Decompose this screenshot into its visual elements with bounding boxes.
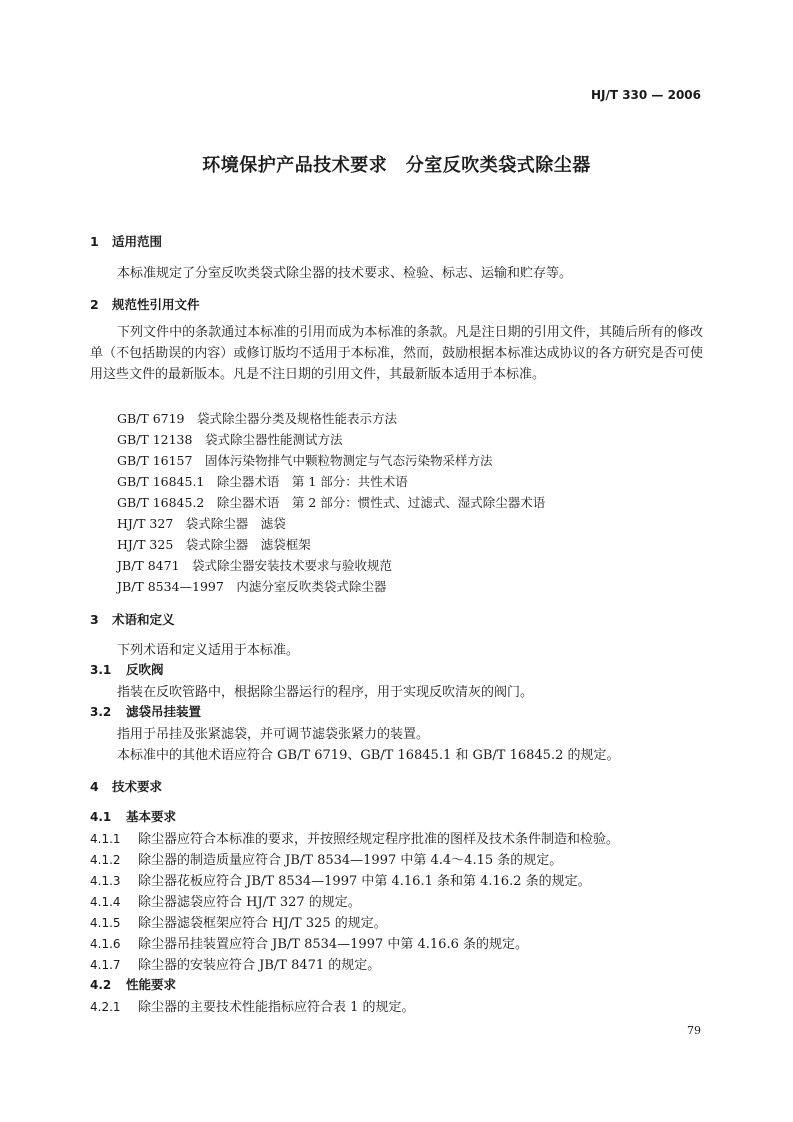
reference-item: HJ/T 327 袋式除尘器 滤袋 <box>117 516 286 531</box>
section-title: 术语和定义 <box>112 612 175 627</box>
section-3-heading <box>90 610 175 628</box>
clause-4-1-3 <box>90 870 591 889</box>
clause-text: 除尘器滤袋应符合 HJ/T 327 的规定。 <box>138 895 361 910</box>
term-3-2-definition: 指用于吊挂及张紧滤袋，并可调节滤袋张紧力的装置。 <box>117 727 430 742</box>
clause-4-1-7 <box>90 954 380 973</box>
section-number: 3 <box>90 612 99 627</box>
section-number: 4 <box>90 779 99 794</box>
clause-number: 4.2 <box>90 978 112 992</box>
section-number: 2 <box>90 297 99 312</box>
subsection-4-1-heading <box>90 807 176 825</box>
section-1-heading <box>90 232 162 250</box>
reference-item: HJ/T 325 袋式除尘器 滤袋框架 <box>117 537 311 552</box>
clause-number: 3.1 <box>90 663 112 677</box>
clause-number: 4.1.1 <box>90 832 121 846</box>
clause-number: 4.1.7 <box>90 958 121 972</box>
subsection-title: 基本要求 <box>126 809 177 824</box>
clause-4-1-4 <box>90 891 361 910</box>
clause-text: 除尘器的制造质量应符合 JB/T 8534—1997 中第 4.4～4.15 条的规定。 <box>138 853 563 868</box>
section-1-text: 本标准规定了分室反吹类袋式除尘器的技术要求、检验、标志、运输和贮存等。 <box>117 266 573 281</box>
clause-number: 3.2 <box>90 705 112 719</box>
subsection-4-2-heading <box>90 975 176 993</box>
clause-4-2-1 <box>90 996 415 1015</box>
clause-4-1-2 <box>90 849 562 868</box>
section-title: 技术要求 <box>112 779 163 794</box>
reference-item: GB/T 12138 袋式除尘器性能测试方法 <box>117 432 343 447</box>
clause-4-1-6 <box>90 933 528 952</box>
clause-number: 4.1.5 <box>90 916 121 930</box>
reference-item: GB/T 6719 袋式除尘器分类及规格性能表示方法 <box>117 411 398 426</box>
reference-item: GB/T 16157 固体污染物排气中颗粒物测定与气态污染物采样方法 <box>117 453 493 468</box>
clause-text: 除尘器的安装应符合 JB/T 8471 的规定。 <box>138 958 381 973</box>
clause-text: 除尘器滤袋框架应符合 HJ/T 325 的规定。 <box>138 916 387 931</box>
clause-number: 4.1.3 <box>90 874 121 888</box>
reference-item: JB/T 8471 袋式除尘器安装技术要求与验收规范 <box>117 558 393 573</box>
reference-item: JB/T 8534—1997 内滤分室反吹类袋式除尘器 <box>117 579 387 594</box>
term-3-2-heading <box>90 702 201 720</box>
clause-4-1-5 <box>90 912 387 931</box>
section-2-heading <box>90 295 200 313</box>
section-4-heading <box>90 777 162 795</box>
clause-text: 除尘器吊挂装置应符合 JB/T 8534—1997 中第 4.16.6 条的规定。 <box>138 937 528 952</box>
section-title: 规范性引用文件 <box>112 297 200 312</box>
page-number: 79 <box>687 1024 701 1037</box>
clause-number: 4.1.2 <box>90 853 121 867</box>
section-3-text: 下列术语和定义适用于本标准。 <box>117 643 300 658</box>
subsection-title: 性能要求 <box>126 977 177 992</box>
clause-text: 除尘器应符合本标准的要求，并按照经规定程序批准的图样及技术条件制造和检验。 <box>138 832 620 847</box>
section-2-paragraph: 下列文件中的条款通过本标准的引用而成为本标准的条款。凡是注日期的引用文件，其随后所有的修改单（不包括勘误的内容）或修订版均不适用于本标准，然而，鼓励根据本标准达成协议的各方研究是否可使用这些文件的最新版本。凡是不注日期的引用文件，其最新版本适用于本标准。 <box>90 325 703 382</box>
clause-4-1-1 <box>90 828 619 847</box>
clause-text: 除尘器花板应符合 JB/T 8534—1997 中第 4.16.1 条和第 4.16.2 条的规定。 <box>138 874 591 889</box>
clause-number: 4.1.4 <box>90 895 121 909</box>
clause-text: 除尘器的主要技术性能指标应符合表 1 的规定。 <box>138 1000 415 1015</box>
clause-number: 4.1 <box>90 810 112 824</box>
document-code: HJ/T 330 — 2006 <box>590 88 701 102</box>
other-terms-note: 本标准中的其他术语应符合 GB/T 6719、GB/T 16845.1 和 GB/T 16845.2 的规定。 <box>117 748 620 763</box>
term-3-1-heading <box>90 660 164 678</box>
page-title: 环境保护产品技术要求 分室反吹类袋式除尘器 <box>202 155 591 176</box>
reference-item: GB/T 16845.2 除尘器术语 第 2 部分：惯性式、过滤式、湿式除尘器术语 <box>117 495 546 510</box>
term-title: 滤袋吊挂装置 <box>126 704 202 719</box>
reference-item: GB/T 16845.1 除尘器术语 第 1 部分：共性术语 <box>117 474 408 489</box>
clause-number: 4.1.6 <box>90 937 121 951</box>
section-number: 1 <box>90 234 99 249</box>
term-3-1-definition: 指装在反吹管路中，根据除尘器运行的程序，用于实现反吹清灰的阀门。 <box>117 685 534 700</box>
clause-number: 4.2.1 <box>90 1000 121 1014</box>
section-title: 适用范围 <box>112 234 163 249</box>
term-title: 反吹阀 <box>126 662 164 677</box>
